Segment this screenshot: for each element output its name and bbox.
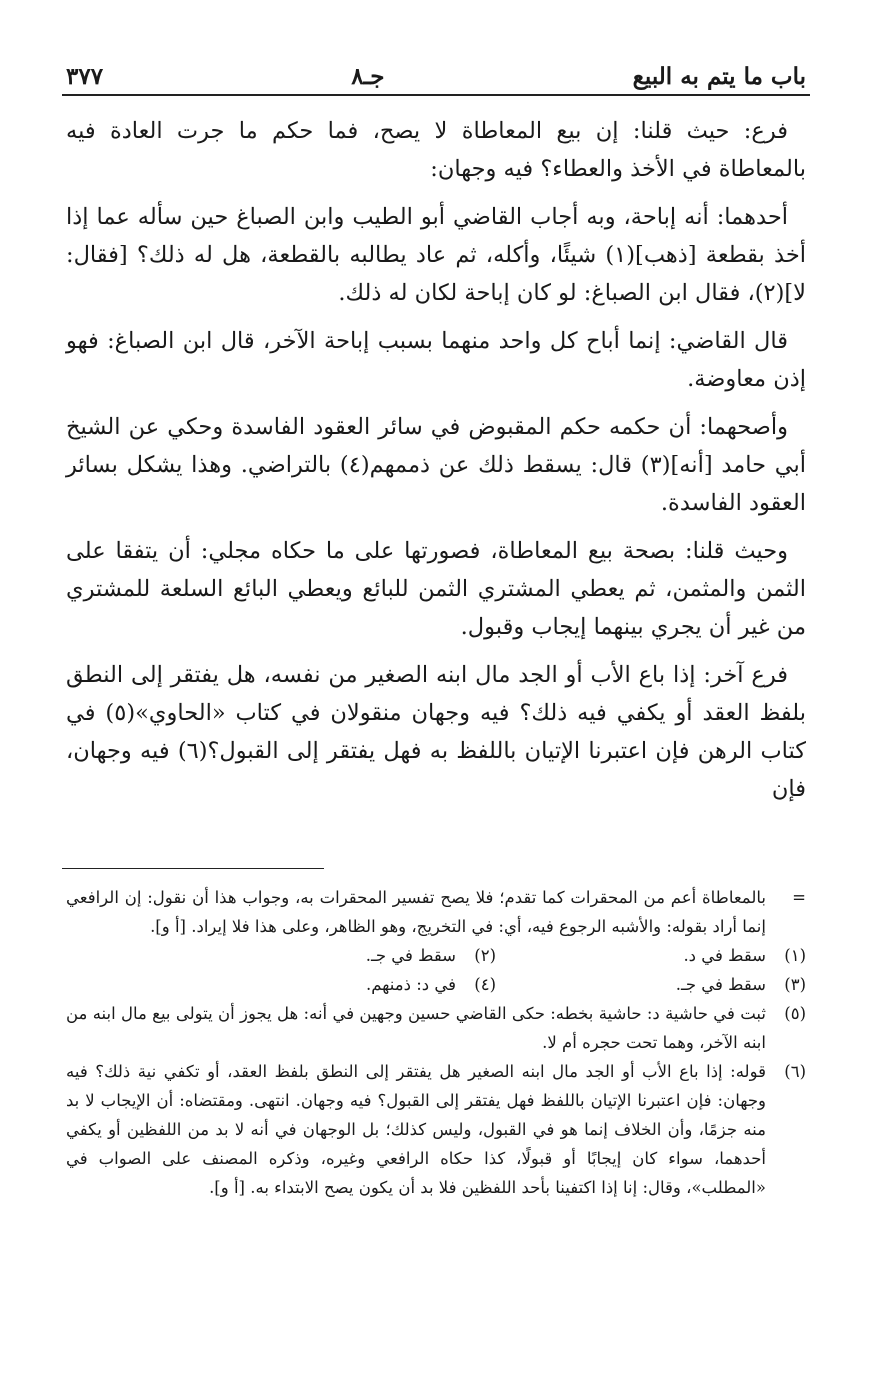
footnote-text: سقط في د. — [683, 946, 766, 965]
footnote-6 — [66, 1057, 806, 1202]
footnote-text: سقط في جـ. — [675, 975, 766, 994]
footnote-text: في د: ذمنهم. — [365, 975, 456, 994]
footnote-5 — [66, 999, 806, 1057]
paragraph: فرع آخر: إذا باع الأب أو الجد مال ابنه الصغير من نفسه، هل يفتقر إلى النطق بلفظ العقد أو يكفي فيه ذلك؟ فيه وجهان منقولان في كتاب «الحاوي»(٥) في كتاب الرهن فإن اعتبرنا الإتيان باللفظ به فهل يفتقر إلى القبول؟(٦) فيه وجهان، فإن — [66, 662, 806, 802]
footnote-number: (٤) — [474, 975, 496, 994]
main-text — [62, 112, 810, 808]
footnote-text: سقط في جـ. — [365, 946, 456, 965]
footnote-3 — [496, 970, 806, 999]
footnote-text: قوله: إذا باع الأب أو الجد مال ابنه الصغير هل يفتقر إلى النطق بلفظ العقد، أو تكفي نية ذلك؟ فيه وجهان: فإن اعتبرنا الإتيان باللفظ فهل يفتقر إلى القبول؟ فيه وجهان. انتهى. ومقتضاه: أن الإيجاب لا بد منه جزمًا، وأن الخلاف إنما هو في القبول، وليس كذلك؛ بل الوجهان في أنه لا بد من اللفظين أو يكفي أحدهما، سواء كان إيجابًا أو قبولًا، كذا حكاه الرافعي وغيره، وذكره المصنف على الصواب في «المطلب»، وقال: إنا إذا اكتفينا بأحد اللفظين فلا بد أن يكون يصح الابتداء به. [أ و]. — [66, 1062, 766, 1197]
footnote-number: (٥) — [784, 1004, 806, 1023]
chapter-title: باب ما يتم به البيع — [632, 63, 806, 90]
footnote-mark: = — [792, 888, 806, 907]
footnote-2 — [186, 941, 496, 970]
book-page — [62, 52, 810, 1202]
footnote-1 — [496, 941, 806, 970]
paragraph: قال القاضي: إنما أباح كل واحد منهما بسبب إباحة الآخر، قال ابن الصباغ: فهو إذن معاوضة. — [66, 328, 806, 392]
footnote-4 — [186, 970, 496, 999]
running-header — [62, 52, 810, 96]
footnote-row — [66, 941, 806, 970]
footnote-text: ثبت في حاشية د: حاشية بخطه: حكى القاضي حسين وجهين في أنه: هل يجوز أن يتولى بيع مال ابنه من ابنه الآخر، وهما تحت حجره أم لا. — [66, 1004, 766, 1052]
footnote-continued — [66, 883, 806, 941]
paragraph: وحيث قلنا: بصحة بيع المعاطاة، فصورتها على ما حكاه مجلي: أن يتفقا على الثمن والمثمن، ثم يعطي المشتري الثمن للبائع ويعطي البائع السلعة للمشتري من غير أن يجري بينهما إيجاب وقبول. — [66, 538, 806, 640]
footnotes — [62, 883, 810, 1202]
paragraph: وأصحهما: أن حكمه حكم المقبوض في سائر العقود الفاسدة وحكي عن الشيخ أبي حامد [أنه](٣) قال: يسقط ذلك عن ذممهم(٤) بالتراضي. وهذا يشكل بسائر العقود الفاسدة. — [66, 414, 807, 516]
volume-label: جـ٨ — [351, 63, 385, 90]
footnote-number: (١) — [784, 946, 806, 965]
footnote-number: (٢) — [474, 946, 496, 965]
page-number: ٣٧٧ — [66, 63, 104, 90]
footnote-number: (٣) — [784, 975, 806, 994]
footnote-text: بالمعاطاة أعم من المحقرات كما تقدم؛ فلا يصح تفسير المحقرات به، وجواب هذا أن نقول: إن الرافعي إنما أراد بقوله: والأشبه الرجوع فيه، أي: في التخريج، وهو الظاهر، وعلى هذا فلا إيراد. [أ و]. — [66, 888, 766, 936]
footnote-separator — [62, 868, 324, 869]
paragraph: أحدهما: أنه إباحة، وبه أجاب القاضي أبو الطيب وابن الصباغ حين سأله عما إذا أخذ بقطعة [ذهب](١) شيئًا، وأكله، ثم عاد يطالبه بالقطعة، هل له ذلك؟ [فقال: لا](٢)، فقال ابن الصباغ: لو كان إباحة لكان له ذلك. — [66, 204, 806, 306]
paragraph: فرع: حيث قلنا: إن بيع المعاطاة لا يصح، فما حكم ما جرت العادة فيه بالمعاطاة في الأخذ والعطاء؟ فيه وجهان: — [66, 118, 806, 182]
footnote-number: (٦) — [784, 1062, 806, 1081]
footnote-row — [66, 970, 806, 999]
